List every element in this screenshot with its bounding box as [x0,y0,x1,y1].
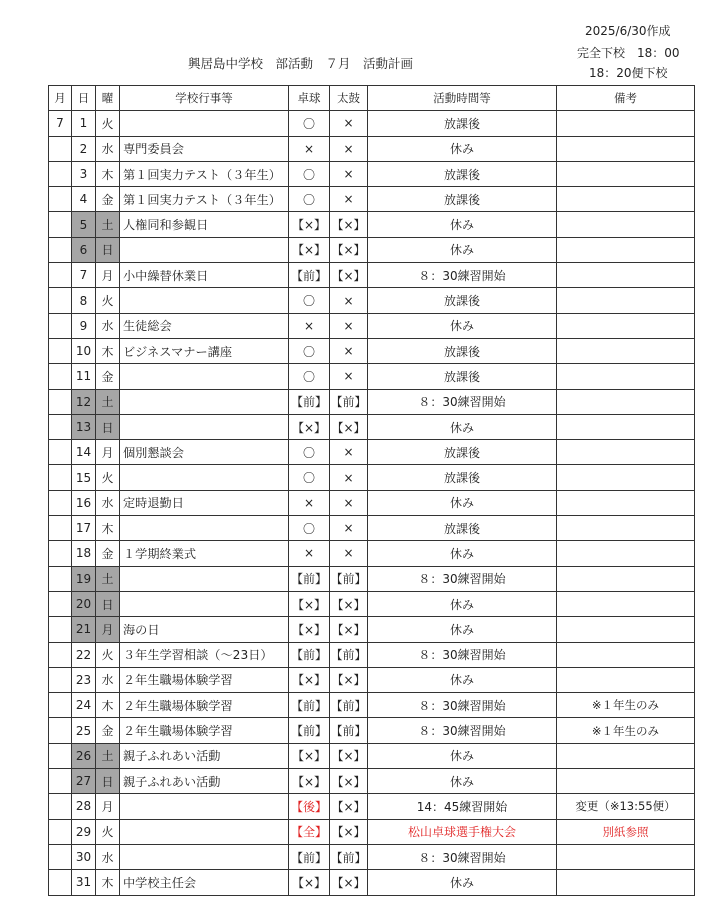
table-tennis-cell: 〇 [289,288,330,313]
activity-time-cell: ８：30練習開始 [368,718,557,743]
table-row [49,844,695,869]
day-cell: 13 [72,414,96,439]
day-cell: 12 [72,389,96,414]
remarks-cell [557,338,695,363]
table-row [49,819,695,844]
bus-leave-time: 18：20便下校 [589,66,668,80]
table-row [49,440,695,465]
taiko-cell: × [330,465,368,490]
school-event-cell: 親子ふれあい活動 [120,769,289,794]
activity-time-cell: 休み [368,490,557,515]
day-cell: 19 [72,566,96,591]
school-event-cell: 専門委員会 [120,136,289,161]
school-event-cell: 第１回実力テスト（３年生） [120,161,289,186]
table-tennis-cell: 【前】 [289,566,330,591]
table-row [49,693,695,718]
table-row [49,617,695,642]
remarks-cell: ※１年生のみ [557,693,695,718]
table-tennis-cell: 【前】 [289,263,330,288]
table-row [49,313,695,338]
day-cell: 23 [72,667,96,692]
table-tennis-cell: 〇 [289,338,330,363]
remarks-cell [557,263,695,288]
weekday-cell: 水 [96,136,120,161]
table-tennis-cell: 【×】 [289,237,330,262]
taiko-cell: 【前】 [330,844,368,869]
remarks-cell [557,136,695,161]
table-tennis-cell: 【×】 [289,667,330,692]
day-cell: 27 [72,769,96,794]
activity-time-cell: 休み [368,136,557,161]
school-event-cell: １学期終業式 [120,541,289,566]
weekday-cell: 土 [96,389,120,414]
remarks-cell [557,642,695,667]
remarks-cell [557,516,695,541]
activity-time-cell: ８：30練習開始 [368,566,557,591]
table-tennis-cell: 【×】 [289,212,330,237]
taiko-cell: 【×】 [330,263,368,288]
table-tennis-cell: 【×】 [289,414,330,439]
taiko-cell: 【前】 [330,566,368,591]
table-row [49,667,695,692]
activity-time-cell: 放課後 [368,364,557,389]
weekday-cell: 月 [96,794,120,819]
school-event-cell [120,566,289,591]
school-event-cell: 人権同和参観日 [120,212,289,237]
day-cell: 30 [72,844,96,869]
taiko-cell: × [330,288,368,313]
table-tennis-cell: 【前】 [289,693,330,718]
day-cell: 7 [72,263,96,288]
table-tennis-cell: 〇 [289,187,330,212]
activity-time-cell: 14：45練習開始 [368,794,557,819]
month-cell [49,414,72,439]
day-cell: 16 [72,490,96,515]
table-tennis-cell: 【×】 [289,617,330,642]
day-cell: 2 [72,136,96,161]
month-cell [49,642,72,667]
activity-time-cell: 放課後 [368,440,557,465]
day-cell: 15 [72,465,96,490]
remarks-cell [557,566,695,591]
school-event-cell [120,288,289,313]
weekday-cell: 月 [96,440,120,465]
activity-time-cell: 放課後 [368,465,557,490]
table-row [49,263,695,288]
month-cell [49,566,72,591]
table-tennis-cell: 〇 [289,516,330,541]
activity-time-cell: 休み [368,237,557,262]
activity-time-cell: 休み [368,743,557,768]
month-cell [49,769,72,794]
day-cell: 9 [72,313,96,338]
page-title: 興居島中学校 部活動 ７月 活動計画 [188,56,414,71]
taiko-cell: × [330,541,368,566]
month-cell [49,844,72,869]
taiko-cell: 【×】 [330,617,368,642]
table-tennis-cell: × [289,541,330,566]
activity-time-cell: 放課後 [368,161,557,186]
day-cell: 18 [72,541,96,566]
table-row [49,718,695,743]
activity-schedule-table [48,85,695,896]
activity-time-cell: 放課後 [368,338,557,363]
month-cell [49,161,72,186]
school-event-cell [120,364,289,389]
month-cell [49,187,72,212]
remarks-cell [557,389,695,414]
table-row [49,364,695,389]
month-cell [49,794,72,819]
taiko-cell: 【前】 [330,389,368,414]
remarks-cell [557,161,695,186]
remarks-cell [557,769,695,794]
weekday-cell: 木 [96,870,120,895]
weekday-cell: 木 [96,161,120,186]
table-tennis-cell: 【前】 [289,718,330,743]
remarks-cell [557,313,695,338]
weekday-cell: 水 [96,844,120,869]
month-cell [49,693,72,718]
taiko-cell: × [330,440,368,465]
school-event-cell [120,844,289,869]
activity-time-cell: 松山卓球選手権大会 [368,819,557,844]
weekday-cell: 日 [96,591,120,616]
table-row [49,566,695,591]
school-event-cell: ビジネスマナー講座 [120,338,289,363]
table-row [49,389,695,414]
school-event-cell: 定時退勤日 [120,490,289,515]
weekday-cell: 火 [96,465,120,490]
weekday-cell: 月 [96,263,120,288]
table-tennis-cell: 【×】 [289,743,330,768]
remarks-cell [557,591,695,616]
remarks-cell [557,617,695,642]
weekday-cell: 火 [96,111,120,136]
day-cell: 3 [72,161,96,186]
activity-time-cell: 休み [368,414,557,439]
weekday-cell: 土 [96,566,120,591]
taiko-cell: 【×】 [330,819,368,844]
activity-time-cell: 休み [368,617,557,642]
taiko-cell: 【前】 [330,642,368,667]
month-cell [49,288,72,313]
taiko-cell: 【×】 [330,794,368,819]
month-cell [49,212,72,237]
weekday-cell: 日 [96,237,120,262]
taiko-cell: 【×】 [330,743,368,768]
remarks-cell [557,490,695,515]
month-cell [49,541,72,566]
day-cell: 21 [72,617,96,642]
table-tennis-cell: 【×】 [289,870,330,895]
taiko-cell: 【×】 [330,769,368,794]
remarks-cell [557,212,695,237]
table-tennis-cell: × [289,490,330,515]
school-event-cell: 生徒総会 [120,313,289,338]
col-header-activity-time: 活動時間等 [368,86,557,111]
day-cell: 6 [72,237,96,262]
month-cell [49,819,72,844]
taiko-cell: × [330,364,368,389]
remarks-cell: 変更（※13:55便） [557,794,695,819]
activity-time-cell: 休み [368,769,557,794]
weekday-cell: 木 [96,516,120,541]
school-event-cell [120,414,289,439]
school-event-cell: ２年生職場体験学習 [120,693,289,718]
weekday-cell: 金 [96,187,120,212]
taiko-cell: × [330,136,368,161]
day-cell: 1 [72,111,96,136]
remarks-cell [557,844,695,869]
month-cell: 7 [49,111,72,136]
weekday-cell: 水 [96,313,120,338]
month-cell [49,440,72,465]
weekday-cell: 土 [96,212,120,237]
table-row [49,136,695,161]
taiko-cell: 【×】 [330,870,368,895]
table-tennis-cell: 【前】 [289,389,330,414]
table-row [49,212,695,237]
table-row [49,187,695,212]
weekday-cell: 金 [96,541,120,566]
school-event-cell: 第１回実力テスト（３年生） [120,187,289,212]
table-row [49,794,695,819]
month-cell [49,617,72,642]
school-event-cell: 小中繰替休業日 [120,263,289,288]
school-event-cell: 中学校主任会 [120,870,289,895]
activity-time-cell: 休み [368,870,557,895]
weekday-cell: 木 [96,693,120,718]
table-tennis-cell: 【全】 [289,819,330,844]
table-row [49,516,695,541]
day-cell: 29 [72,819,96,844]
school-event-cell [120,465,289,490]
activity-time-cell: 休み [368,313,557,338]
activity-time-cell: 休み [368,591,557,616]
taiko-cell: 【前】 [330,693,368,718]
weekday-cell: 日 [96,769,120,794]
created-date: 2025/6/30作成 [585,24,671,38]
table-tennis-cell: 〇 [289,364,330,389]
taiko-cell: × [330,187,368,212]
month-cell [49,237,72,262]
table-row [49,743,695,768]
table-header-row [49,86,695,111]
remarks-cell [557,541,695,566]
table-tennis-cell: 【×】 [289,769,330,794]
table-tennis-cell: 〇 [289,161,330,186]
day-cell: 31 [72,870,96,895]
taiko-cell: 【×】 [330,667,368,692]
activity-time-cell: 放課後 [368,516,557,541]
activity-time-cell: 休み [368,212,557,237]
day-cell: 10 [72,338,96,363]
weekday-cell: 金 [96,718,120,743]
day-cell: 20 [72,591,96,616]
remarks-cell [557,667,695,692]
table-tennis-cell: 〇 [289,111,330,136]
month-cell [49,591,72,616]
activity-time-cell: ８：30練習開始 [368,693,557,718]
col-header-month: 月 [49,86,72,111]
table-row [49,490,695,515]
table-tennis-cell: × [289,136,330,161]
remarks-cell [557,111,695,136]
activity-time-cell: ８：30練習開始 [368,844,557,869]
remarks-cell: ※１年生のみ [557,718,695,743]
taiko-cell: × [330,161,368,186]
day-cell: 22 [72,642,96,667]
table-row [49,465,695,490]
school-event-cell [120,389,289,414]
taiko-cell: 【×】 [330,237,368,262]
remarks-cell [557,414,695,439]
remarks-cell [557,237,695,262]
day-cell: 28 [72,794,96,819]
remarks-cell [557,187,695,212]
col-header-school-events: 学校行事等 [120,86,289,111]
school-event-cell: ２年生職場体験学習 [120,718,289,743]
month-cell [49,389,72,414]
taiko-cell: × [330,516,368,541]
activity-time-cell: 休み [368,541,557,566]
taiko-cell: × [330,111,368,136]
activity-time-cell: 放課後 [368,288,557,313]
taiko-cell: 【前】 [330,718,368,743]
remarks-cell [557,743,695,768]
weekday-cell: 日 [96,414,120,439]
remarks-cell [557,364,695,389]
table-row [49,161,695,186]
table-row [49,414,695,439]
month-cell [49,870,72,895]
school-event-cell: 個別懇談会 [120,440,289,465]
taiko-cell: × [330,313,368,338]
table-row [49,642,695,667]
day-cell: 25 [72,718,96,743]
remarks-cell: 別紙参照 [557,819,695,844]
activity-time-cell: ８：30練習開始 [368,389,557,414]
month-cell [49,364,72,389]
day-cell: 11 [72,364,96,389]
weekday-cell: 水 [96,490,120,515]
school-event-cell: 海の日 [120,617,289,642]
weekday-cell: 火 [96,288,120,313]
day-cell: 24 [72,693,96,718]
taiko-cell: 【×】 [330,591,368,616]
day-cell: 8 [72,288,96,313]
activity-time-cell: ８：30練習開始 [368,642,557,667]
weekday-cell: 月 [96,617,120,642]
month-cell [49,667,72,692]
weekday-cell: 木 [96,338,120,363]
remarks-cell [557,288,695,313]
table-tennis-cell: 【×】 [289,591,330,616]
col-header-day: 日 [72,86,96,111]
col-header-remarks: 備考 [557,86,695,111]
taiko-cell: × [330,338,368,363]
month-cell [49,490,72,515]
col-header-table-tennis: 卓球 [289,86,330,111]
table-row [49,338,695,363]
table-tennis-cell: 〇 [289,440,330,465]
table-row [49,111,695,136]
table-row [49,541,695,566]
day-cell: 4 [72,187,96,212]
school-event-cell: 親子ふれあい活動 [120,743,289,768]
weekday-cell: 火 [96,642,120,667]
table-tennis-cell: 【前】 [289,642,330,667]
day-cell: 5 [72,212,96,237]
table-row [49,237,695,262]
month-cell [49,743,72,768]
month-cell [49,313,72,338]
table-tennis-cell: 【前】 [289,844,330,869]
school-event-cell [120,111,289,136]
school-event-cell [120,591,289,616]
table-row [49,591,695,616]
activity-time-cell: 放課後 [368,111,557,136]
weekday-cell: 土 [96,743,120,768]
table-tennis-cell: 〇 [289,465,330,490]
remarks-cell [557,440,695,465]
school-event-cell [120,516,289,541]
remarks-cell [557,465,695,490]
table-tennis-cell: × [289,313,330,338]
col-header-taiko: 太鼓 [330,86,368,111]
school-event-cell: ２年生職場体験学習 [120,667,289,692]
taiko-cell: 【×】 [330,414,368,439]
complete-leave-time: 完全下校 18：00 [577,46,680,60]
month-cell [49,465,72,490]
month-cell [49,338,72,363]
day-cell: 17 [72,516,96,541]
table-row [49,769,695,794]
activity-time-cell: ８：30練習開始 [368,263,557,288]
remarks-cell [557,870,695,895]
taiko-cell: × [330,490,368,515]
col-header-weekday: 曜 [96,86,120,111]
month-cell [49,263,72,288]
weekday-cell: 水 [96,667,120,692]
table-row [49,870,695,895]
school-event-cell: ３年生学習相談（～23日） [120,642,289,667]
month-cell [49,516,72,541]
activity-time-cell: 休み [368,667,557,692]
day-cell: 14 [72,440,96,465]
month-cell [49,136,72,161]
weekday-cell: 金 [96,364,120,389]
day-cell: 26 [72,743,96,768]
activity-time-cell: 放課後 [368,187,557,212]
school-event-cell [120,819,289,844]
school-event-cell [120,237,289,262]
table-tennis-cell: 【後】 [289,794,330,819]
month-cell [49,718,72,743]
weekday-cell: 火 [96,819,120,844]
school-event-cell [120,794,289,819]
table-row [49,288,695,313]
taiko-cell: 【×】 [330,212,368,237]
